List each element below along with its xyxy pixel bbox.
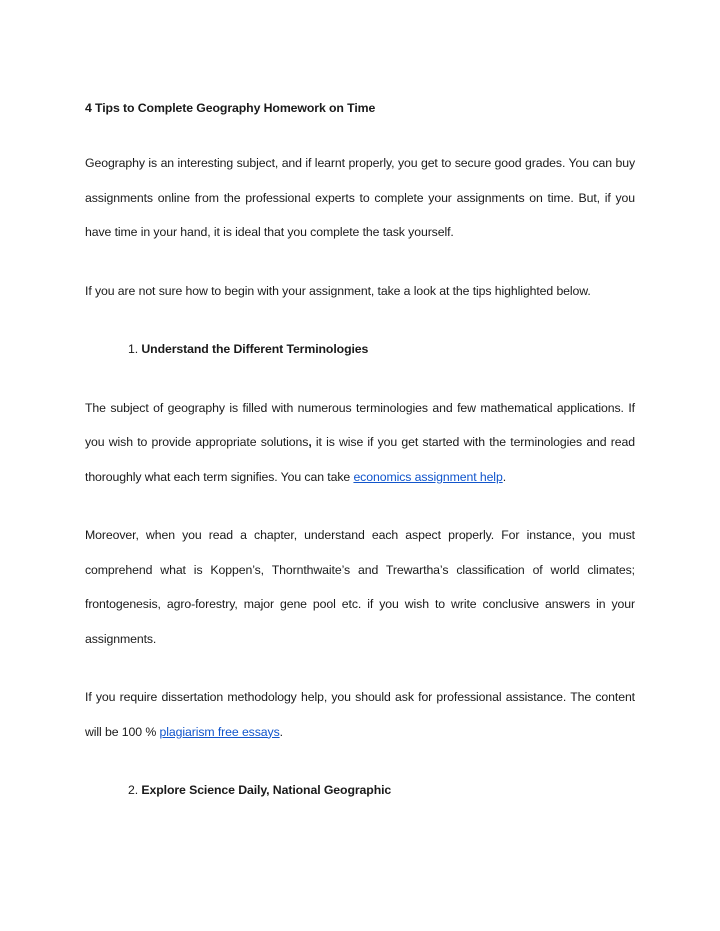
dissertation-text: If you require dissertation methodology help, you should ask for professional assistance. The content will be 100 %	[85, 690, 635, 739]
document-body	[85, 96, 635, 808]
bold-comma: ,	[308, 435, 312, 449]
tip-1-paragraph-dissertation	[85, 680, 635, 749]
tip-1-title: Understand the Different Terminologies	[141, 342, 369, 356]
document-title: 4 Tips to Complete Geography Homework on Time	[85, 101, 376, 115]
tip-1-heading	[85, 332, 635, 367]
tip-1-paragraph-climates: Moreover, when you read a chapter, understand each aspect properly. For instance, you must comprehend what is Koppen’s, Thornthwaite’s and Trewartha’s classification of world climates; frontogenesis, agro-forestry, major gene pool etc. if you wish to write conclusive answers in your assignments.	[85, 528, 635, 646]
plagiarism-free-essays-link[interactable]: plagiarism free essays	[159, 724, 280, 739]
tip-2-heading	[85, 773, 635, 808]
tip-2-number: 2.	[128, 783, 142, 797]
tip-1-paragraph-terminologies	[85, 391, 635, 495]
tip-1-paragraph-end: .	[502, 469, 507, 484]
tip-1-paragraph-text-a: The subject of geography is filled with numerous terminologies and few mathematical applications. If you wish to provide appropriate solutions	[85, 400, 635, 449]
tip-2-title: Explore Science Daily, National Geographic	[141, 783, 392, 797]
dissertation-end: .	[279, 724, 283, 739]
lead-in-paragraph: If you are not sure how to begin with your assignment, take a look at the tips highlighted below.	[85, 283, 591, 298]
tip-1-paragraph-text-b: it is wise if you get started with the terminologies and read thoroughly what each term signifies. You can take	[85, 435, 635, 484]
intro-paragraph: Geography is an interesting subject, and if learnt properly, you get to secure good grades. You can buy assignments online from the professional experts to complete your assignments on time. But, if you have time in your hand, it is ideal that you complete the task yourself.	[85, 156, 635, 239]
economics-assignment-help-link[interactable]: economics assignment help	[353, 469, 503, 484]
tip-1-number: 1.	[128, 342, 142, 356]
